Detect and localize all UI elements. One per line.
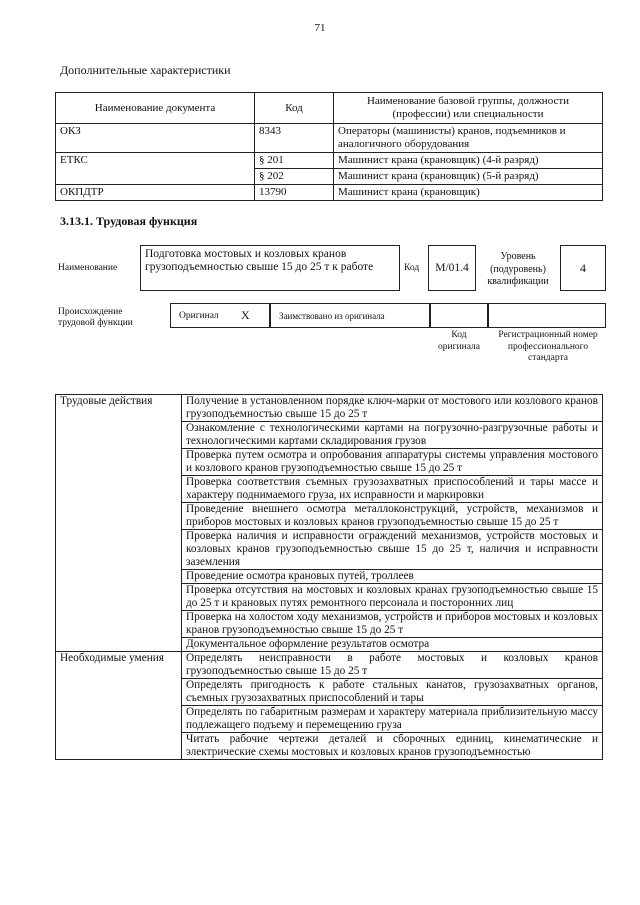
header-code: Код (255, 93, 334, 124)
action-item: Документальное оформление результатов осмотра (182, 638, 603, 652)
action-item: Проведение внешнего осмотра металлоконструкций, устройств, механизмов и приборов мостовых и козловых кранов грузоподъемностью свыше 15 до 25 т (182, 503, 603, 530)
name-label: Наименование (58, 263, 118, 273)
name-cell: Машинист крана (крановщик) (5-й разряд) (334, 169, 603, 185)
function-name: Подготовка мостовых и козловых кранов грузоподъемностью свыше 15 до 25 т к работе (145, 248, 374, 273)
table-row (56, 395, 603, 422)
action-item: Получение в установленном порядке ключ-марки от мостового или козлового кранов грузоподъемностью свыше 15 до 25 т (182, 395, 603, 422)
function-code: M/01.4 (435, 262, 469, 274)
action-item: Проведение осмотра крановых путей, троллеев (182, 570, 603, 584)
original-code-box (430, 303, 488, 328)
skill-item: Определять пригодность к работе стальных канатов, грузозахватных органов, съемных грузозахватных приспособлений и тары (182, 679, 603, 706)
borrowed-label: Заимствовано из оригинала (279, 311, 385, 321)
header-document: Наименование документа (56, 93, 255, 124)
table-row (56, 652, 603, 679)
name-cell: Машинист крана (крановщик) (4-й разряд) (334, 153, 603, 169)
level-box (560, 245, 606, 291)
table-row (56, 124, 603, 153)
registration-number-box (488, 303, 606, 328)
section-title: 3.13.1. Трудовая функция (60, 214, 198, 228)
additional-characteristics-table (55, 92, 603, 201)
borrowed-box (270, 303, 430, 328)
original-code-caption: Код оригинала (438, 330, 480, 352)
code-cell: 8343 (255, 124, 334, 153)
action-item: Проверка соответствия съемных грузозахватных приспособлений и тары массе и характеру поднимаемого груза, их исправности и маркировки (182, 476, 603, 503)
function-name-box (140, 245, 400, 291)
code-cell: § 202 (255, 169, 334, 185)
level-label: Уровень (подуровень) квалификации (487, 251, 549, 287)
code-cell: 13790 (255, 185, 334, 201)
table-row (56, 185, 603, 201)
actions-label: Трудовые действия (56, 395, 182, 652)
doc-cell: ОКПДТР (56, 185, 255, 201)
origin-label: Происхождение трудовой функции (58, 307, 133, 328)
skill-item: Определять по габаритным размерам и характеру материала приблизительную массу подлежащего подъему и перемещению груза (182, 706, 603, 733)
doc-cell: ЕТКС (56, 153, 255, 185)
doc-cell: ОКЗ (56, 124, 255, 153)
name-cell: Машинист крана (крановщик) (334, 185, 603, 201)
function-code-box (428, 245, 476, 291)
page-number: 71 (314, 22, 326, 34)
action-item: Проверка отсутствия на мостовых и козловых кранах грузоподъемностью свыше 15 до 25 т и крановых путях ремонтного персонала и посторонних лиц (182, 584, 603, 611)
level-value: 4 (580, 260, 586, 275)
code-label: Код (404, 263, 420, 273)
skill-item: Читать рабочие чертежи деталей и сборочных единиц, кинематические и электрические схемы мостовых и козловых кранов грузоподъемностью (182, 733, 603, 760)
table-row (56, 153, 603, 169)
action-item: Ознакомление с технологическими картами на погрузочно-разгрузочные работы и технологическими картами складирования грузов (182, 422, 603, 449)
code-cell: § 201 (255, 153, 334, 169)
additional-characteristics-title: Дополнительные характеристики (60, 63, 231, 77)
action-item: Проверка на холостом ходу механизмов, устройств и приборов мостовых и козловых кранов грузоподъемностью свыше 15 до 25 т (182, 611, 603, 638)
name-cell: Операторы (машинисты) кранов, подъемников и аналогичного оборудования (334, 124, 603, 153)
action-item: Проверка наличия и исправности ограждений механизмов, устройств мостовых и козловых кранов грузоподъемностью свыше 15 до 25 т, наличия и исправности заземления (182, 530, 603, 570)
skill-item: Определять неисправности в работе мостовых и козловых кранов грузоподъемностью свыше 15 до 25 т (182, 652, 603, 679)
table-header-row (56, 93, 603, 124)
original-mark: X (241, 308, 250, 322)
action-item: Проверка путем осмотра и опробования аппаратуры системы управления мостового и козлового кранов грузоподъемностью свыше 15 до 25 т (182, 449, 603, 476)
original-box (170, 303, 270, 328)
original-label: Оригинал (179, 311, 219, 321)
header-group-name: Наименование базовой группы, должности (профессии) или специальности (334, 93, 603, 124)
skills-label: Необходимые умения (56, 652, 182, 760)
registration-caption: Регистрационный номер профессионального стандарта (498, 330, 598, 363)
function-details-table (55, 394, 603, 760)
